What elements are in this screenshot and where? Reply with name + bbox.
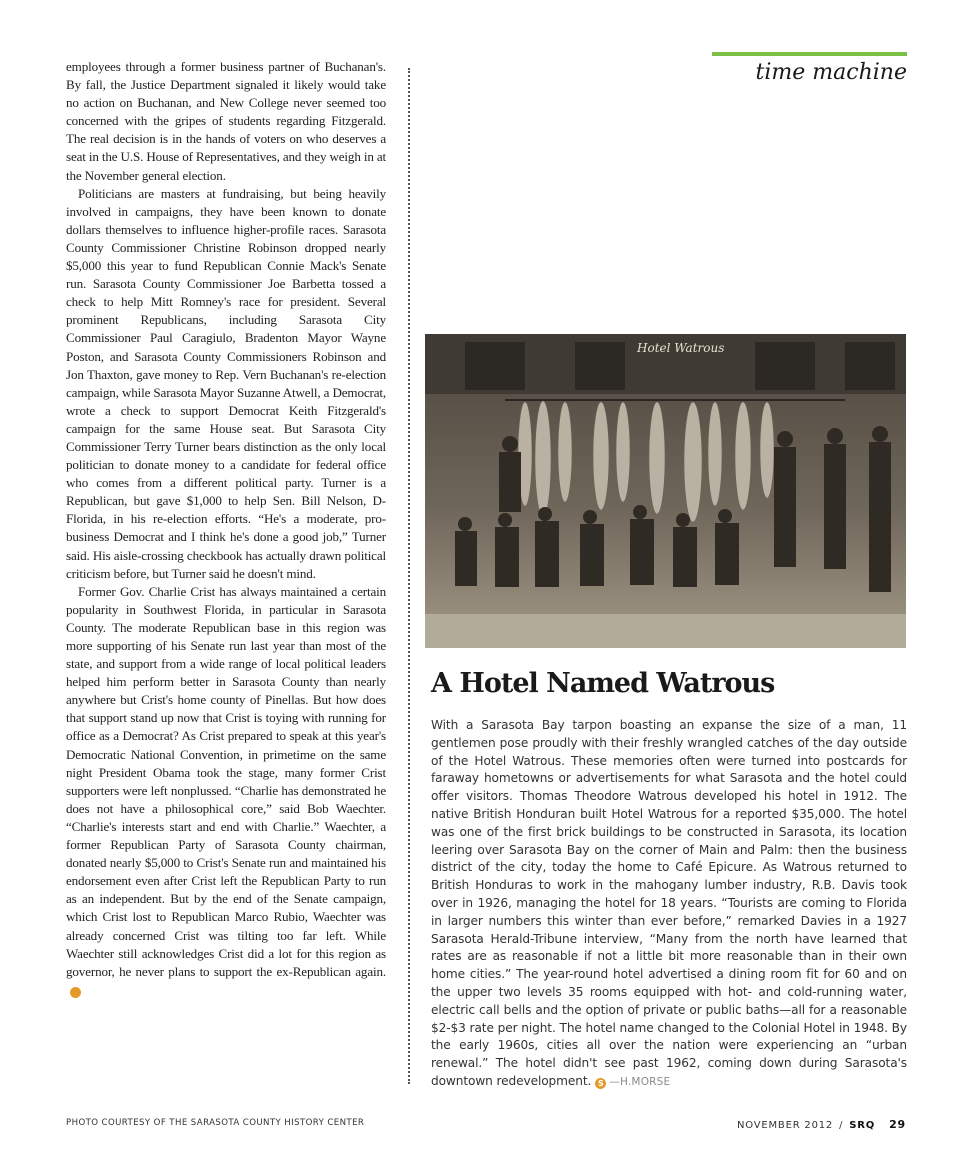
end-mark-icon: S (70, 987, 81, 998)
issue-date: NOVEMBER 2012 (736, 1120, 834, 1131)
left-paragraph-2: Politicians are masters at fundraising, but being heavily involved in campaigns, they have been known to donate dollars themselves to influence higher-profile races. Sarasota County Commissioner Christine Robinson dropped nearly $5,000 this year to fund Republican Connie Mack's Senate run. Sarasota County Commissioner Joe Barbetta tossed a check to help Mitt Romney's race for president. Several prominent Republicans, including Sarasota City Commissioner Paul Caragiulo, Bradenton Mayor Wayne Poston, and Sarasota County Commissioners Robinson and Jon Thaxton, gave money to Rep. Vern Buchanan's re-election campaign, while Sarasota Mayor Suzanne Atwell, a Democrat, wrote a check to support Democrat Keith Fitzgerald's campaign for the same House seat. But Sarasota City Commissioner Terry Turner bears distinction as the only local politician to donate money to a candidate for federal office who comes from a different political party. Turner is a Republican, but gave $1,000 to help Sen. Bill Nelson, D-Florida, in his re-election efforts. “He's a moderate, pro-business Democrat and I think he's done a good job,” Turner said. His aisle-crossing checkbook has actually drawn political criticism before, but Turner said he doesn't mind. (66, 185, 386, 581)
left-paragraph-3 (66, 583, 386, 999)
page-folio (737, 1118, 906, 1131)
byline: —H.MORSE (609, 1075, 671, 1088)
article-body-text: With a Sarasota Bay tarpon boasting an expanse the size of a man, 11 gentlemen pose proudly with their freshly wrangled catches of the day outside of the Hotel Watrous. These memories often were turned into postcards for faraway hometowns or advertisements for what Sarasota and the hotel could offer visitors. Thomas Theodore Watrous developed his hotel in 1912. The native British Honduran built Hotel Watrous for a reported $35,000. The hotel was one of the first brick buildings to be constructed in Sarasota, its location leering over Sarasota Bay on the corner of Main and Palm: then the business district of the city, today the home to Café Epicure. As Watrous returned to British Honduras to work in the mahogany lumber industry, R.B. Davis took over in 1926, managing the hotel for 18 years. “Tourists are coming to Florida in larger numbers this winter than ever before,” remarked Davies in a 1927 Sarasota Herald-Tribune interview, “Many from the north have learned that rates are as reasonable if not a little bit more reasonable than in their own home cities.” The year-round hotel advertised a dining room fit for 60 and on the upper two levels 35 rooms equipped with hot- and cold-running water, electric call bells and the option of private or public baths—all for a reasonable $2-$3 rate per night. The hotel name changed to the Colonial Hotel in 1948. By the early 1960s, cities all over the nation were experiencing an “urban renewal.” The hotel didn't see past 1962, coming down during Sarasota's downtown redevelopment. (431, 718, 907, 1088)
left-paragraph-1: employees through a former business partner of Buchanan's. By fall, the Justice Department signaled it likely would take no action on Buchanan, and New College never seemed too concerned with the gripes of students regarding Fitzgerald. The real decision is in the hands of voters on who deserves a seat in the U.S. House of Representatives, and they weigh in at the November general election. (66, 59, 386, 183)
page-number: 29 (889, 1118, 906, 1131)
section-label: time machine (755, 60, 907, 85)
end-mark-icon: S (595, 1078, 606, 1089)
folio-separator: / (839, 1120, 844, 1131)
photo-credit: PHOTO COURTESY OF THE SARASOTA COUNTY HISTORY CENTER (66, 1118, 365, 1128)
article-paragraph (431, 717, 907, 1092)
left-column (66, 58, 386, 999)
historic-photo (425, 334, 906, 648)
photo-illustration (425, 334, 906, 648)
column-divider (408, 68, 410, 1084)
left-paragraph-3-text: Former Gov. Charlie Crist has always maintained a certain popularity in Southwest Florida, in particular in Sarasota County. The moderate Republican base in this region was more supporting of his Senate run last year than most of the state, and support from a wide range of local political leaders helped him perform better in Sarasota County than nearly anywhere but Crist's home county of Pinellas. But how does that support stand up now that Crist is toying with running for office as a Democrat? As Crist prepared to speak at this year's Democratic National Convention, in primetime on the same night President Obama took the stage, many former Crist supporters were left nonplussed. “Charlie has demonstrated he does not have a philosophical core,” said Bob Waechter. “Charlie's interests start and end with Charlie.” Waechter, a former Republican Party of Sarasota County chairman, donated nearly $5,000 to Crist's Senate run and maintained his endorsement even after Crist left the Republican Party to run as an independent. But by the end of the Senate campaign, which Crist lost to Republican Marco Rubio, Waechter was already concerned Crist was tilting too far left. While Waechter still acknowledges Crist did a lot for this region as governor, he never plans to support the ex-Republican again. (66, 583, 386, 979)
article-headline: A Hotel Named Watrous (431, 668, 775, 699)
section-accent-bar (712, 52, 907, 56)
hotel-sign-text: Hotel Watrous (637, 341, 725, 355)
article-body (431, 717, 907, 1092)
publication-name: SRQ (849, 1120, 876, 1131)
